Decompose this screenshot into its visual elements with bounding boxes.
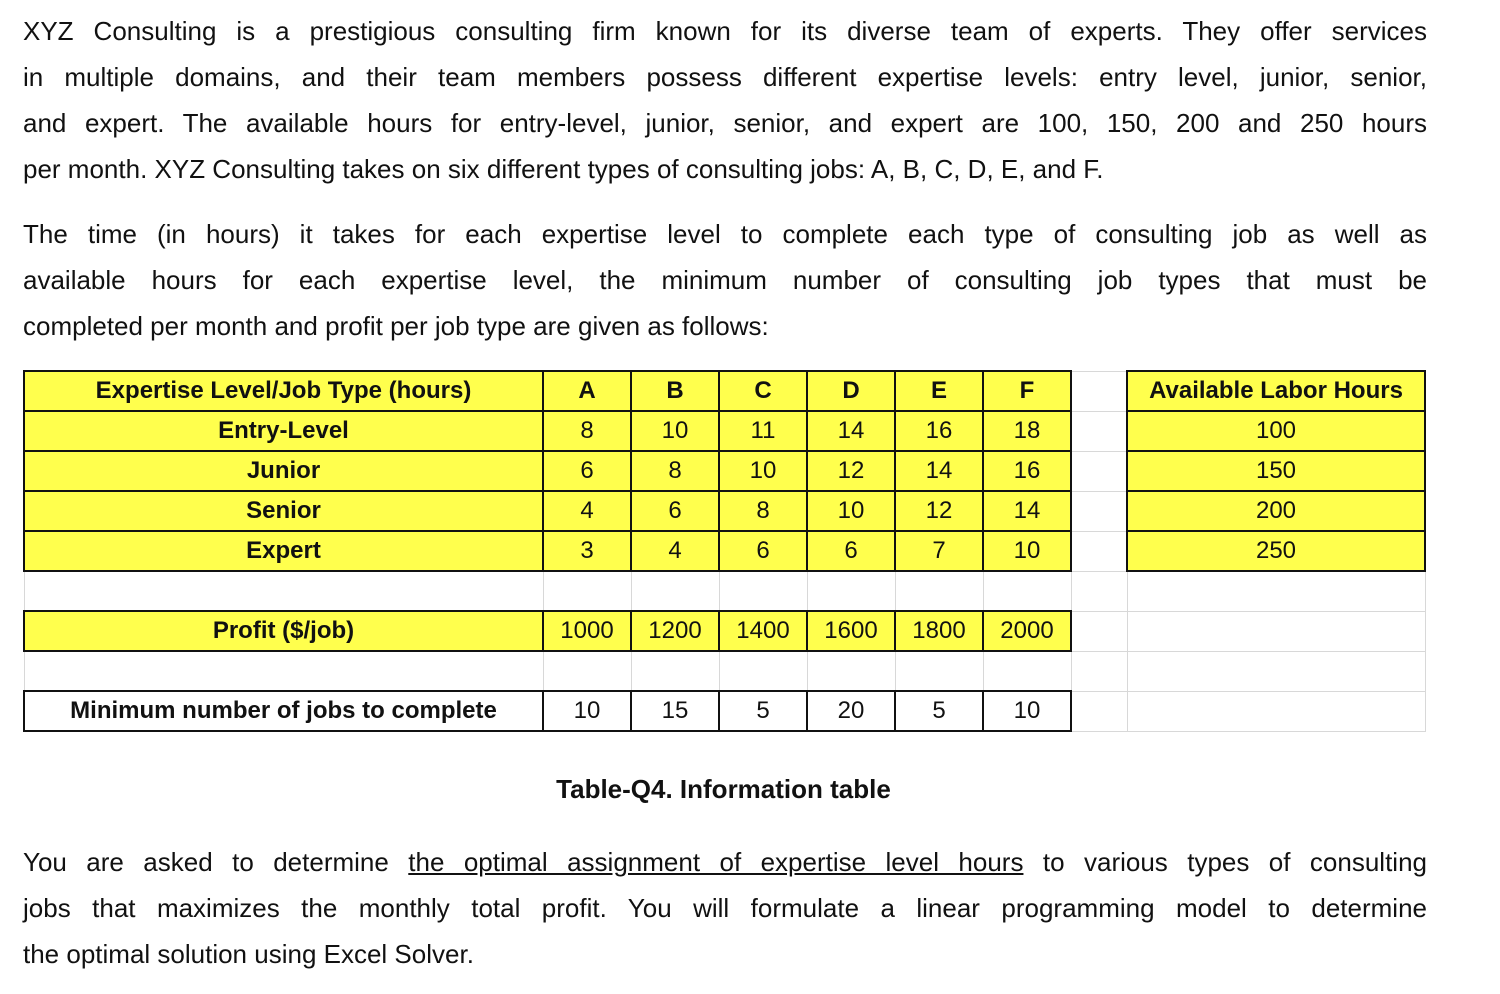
hours-cell: 8 xyxy=(719,491,807,531)
hours-cell: 8 xyxy=(543,411,631,451)
table-row xyxy=(24,411,1425,451)
task-text: to various types of consulting xyxy=(1023,847,1427,877)
job-type-header: F xyxy=(983,371,1071,411)
profit-cell: 1600 xyxy=(807,611,895,651)
minimum-cell: 10 xyxy=(543,691,631,731)
job-type-header: E xyxy=(895,371,983,411)
intro-line: per month. XYZ Consulting takes on six different types of consulting jobs: A, B, C, D, E, and F. xyxy=(23,154,1104,184)
minimum-label: Minimum number of jobs to complete xyxy=(24,691,543,731)
header-label: Expertise Level/Job Type (hours) xyxy=(24,371,543,411)
available-header: Available Labor Hours xyxy=(1127,371,1425,411)
task-text: You are asked to determine xyxy=(23,847,409,877)
context-line: The time (in hours) it takes for each expertise level to complete each type of consulting job as well as xyxy=(23,219,1427,249)
table-header-row xyxy=(24,371,1425,411)
table-caption: Table-Q4. Information table xyxy=(556,774,891,804)
level-label: Senior xyxy=(24,491,543,531)
context-line: available hours for each expertise level, the minimum number of consulting job types that must be xyxy=(23,265,1427,295)
table-row xyxy=(24,491,1425,531)
profit-cell: 1000 xyxy=(543,611,631,651)
information-table xyxy=(23,370,1426,732)
profit-label: Profit ($/job) xyxy=(24,611,543,651)
level-label: Junior xyxy=(24,451,543,491)
job-type-header: D xyxy=(807,371,895,411)
available-cell: 200 xyxy=(1127,491,1425,531)
profit-row xyxy=(24,611,1425,651)
hours-cell: 8 xyxy=(631,451,719,491)
available-cell: 100 xyxy=(1127,411,1425,451)
minimum-cell: 15 xyxy=(631,691,719,731)
context-line: completed per month and profit per job type are given as follows: xyxy=(23,311,769,341)
empty-row xyxy=(24,651,1425,691)
profit-cell: 2000 xyxy=(983,611,1071,651)
spacer-cell xyxy=(1071,451,1127,491)
task-paragraph xyxy=(23,839,1427,977)
intro-line: XYZ Consulting is a prestigious consulting firm known for its diverse team of experts. They offer services xyxy=(23,16,1427,46)
hours-cell: 4 xyxy=(543,491,631,531)
hours-cell: 4 xyxy=(631,531,719,571)
hours-cell: 11 xyxy=(719,411,807,451)
task-line: jobs that maximizes the monthly total profit. You will formulate a linear programming model to determine xyxy=(23,893,1427,923)
hours-cell: 18 xyxy=(983,411,1071,451)
hours-cell: 12 xyxy=(895,491,983,531)
available-cell: 250 xyxy=(1127,531,1425,571)
hours-cell: 6 xyxy=(807,531,895,571)
hours-cell: 10 xyxy=(983,531,1071,571)
hours-cell: 7 xyxy=(895,531,983,571)
level-label: Expert xyxy=(24,531,543,571)
profit-cell: 1200 xyxy=(631,611,719,651)
profit-cell: 1400 xyxy=(719,611,807,651)
minimum-cell: 5 xyxy=(895,691,983,731)
minimum-cell: 20 xyxy=(807,691,895,731)
minimum-cell: 10 xyxy=(983,691,1071,731)
hours-cell: 16 xyxy=(983,451,1071,491)
table-row xyxy=(24,451,1425,491)
task-line: the optimal solution using Excel Solver. xyxy=(23,939,474,969)
empty-row xyxy=(24,571,1425,611)
hours-cell: 14 xyxy=(895,451,983,491)
hours-cell: 10 xyxy=(807,491,895,531)
job-type-header: C xyxy=(719,371,807,411)
spacer-cell xyxy=(1071,491,1127,531)
spacer-cell xyxy=(1071,411,1127,451)
job-type-header: B xyxy=(631,371,719,411)
hours-cell: 12 xyxy=(807,451,895,491)
hours-cell: 6 xyxy=(543,451,631,491)
profit-cell: 1800 xyxy=(895,611,983,651)
hours-cell: 10 xyxy=(631,411,719,451)
task-underlined-text: the optimal assignment of expertise level hours xyxy=(408,847,1024,877)
hours-cell: 6 xyxy=(631,491,719,531)
hours-cell: 14 xyxy=(807,411,895,451)
minimum-cell: 5 xyxy=(719,691,807,731)
intro-paragraph xyxy=(23,8,1427,192)
spacer-cell xyxy=(1071,531,1127,571)
minimum-row xyxy=(24,691,1425,731)
hours-cell: 10 xyxy=(719,451,807,491)
hours-cell: 6 xyxy=(719,531,807,571)
spacer-cell xyxy=(1071,371,1127,411)
intro-line: and expert. The available hours for entry-level, junior, senior, and expert are 100, 150, 200 and 250 hours xyxy=(23,108,1427,138)
hours-cell: 14 xyxy=(983,491,1071,531)
context-paragraph xyxy=(23,211,1427,349)
intro-line: in multiple domains, and their team members possess different expertise levels: entry level, junior, senior, xyxy=(23,62,1427,92)
level-label: Entry-Level xyxy=(24,411,543,451)
table-row xyxy=(24,531,1425,571)
job-type-header: A xyxy=(543,371,631,411)
hours-cell: 3 xyxy=(543,531,631,571)
hours-cell: 16 xyxy=(895,411,983,451)
available-cell: 150 xyxy=(1127,451,1425,491)
task-line xyxy=(23,839,1427,885)
